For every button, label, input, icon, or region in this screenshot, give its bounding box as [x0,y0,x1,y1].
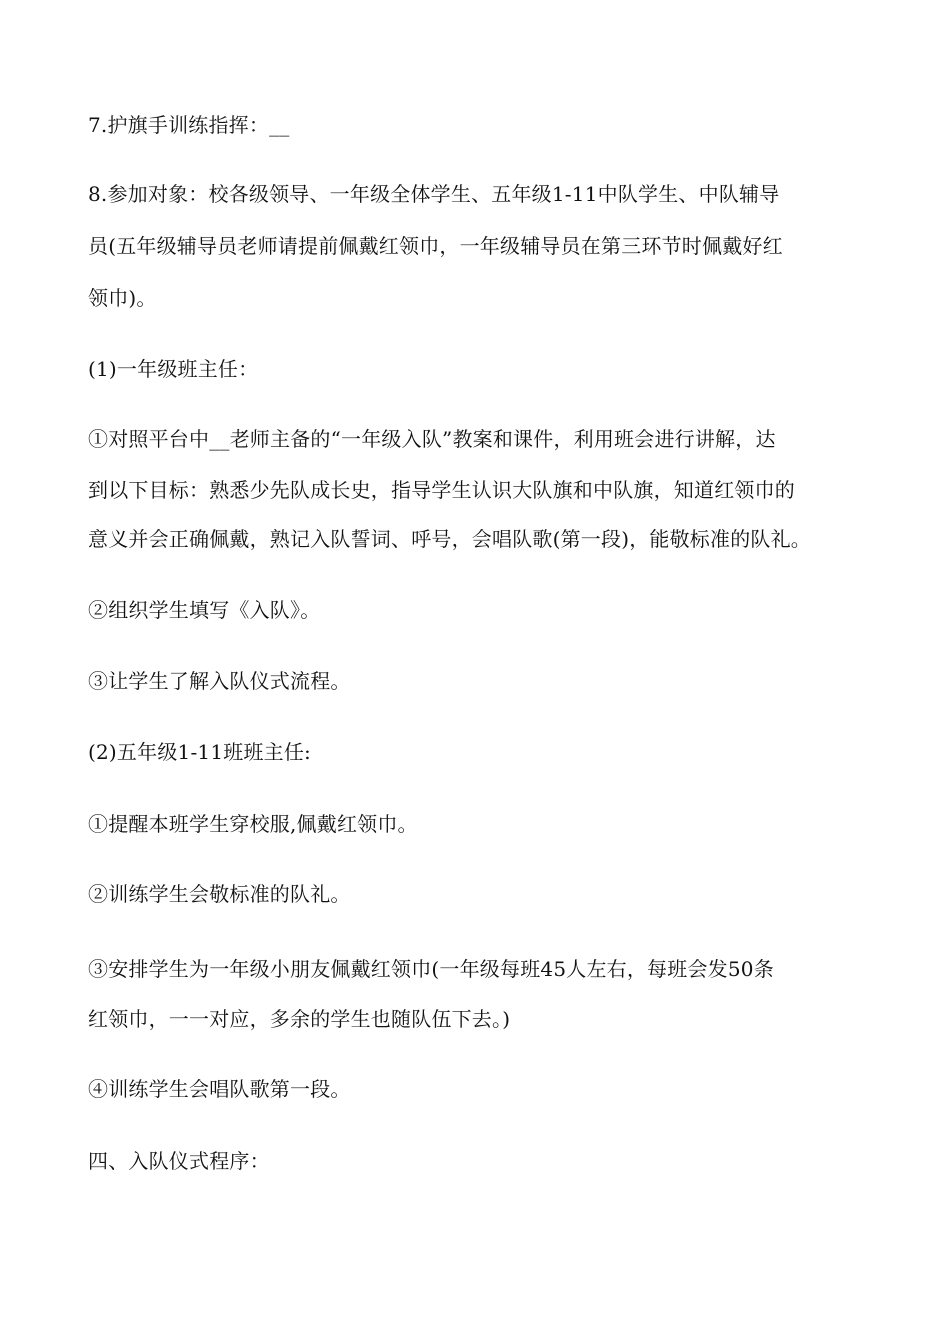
text-line: ③让学生了解入队仪式流程。 [88,669,351,693]
text-line: ②组织学生填写《入队》。 [88,598,321,622]
text-line: ②训练学生会敬标准的队礼。 [88,882,351,906]
text-line: ③安排学生为一年级小朋友佩戴红领巾(一年级每班45人左右，每班会发50条 [88,957,774,981]
text-line: 到以下目标：熟悉少先队成长史，指导学生认识大队旗和中队旗，知道红领巾的 [88,478,795,502]
section-heading: 四、入队仪式程序： [88,1149,270,1173]
text-line: 7.护旗手训练指挥：__ [88,113,290,137]
text-line: 意义并会正确佩戴，熟记入队誓词、呼号，会唱队歌(第一段)，能敬标准的队礼。 [88,527,812,551]
text-line: (2)五年级1-11班班主任: [88,740,311,764]
text-line: ①对照平台中__老师主备的“一年级入队”教案和课件，利用班会进行讲解，达 [88,427,776,451]
text-line: 红领巾，一一对应，多余的学生也随队伍下去。) [88,1007,511,1031]
text-line: (1)一年级班主任： [88,357,259,381]
text-line: ①提醒本班学生穿校服,佩戴红领巾。 [88,812,418,836]
text-line: 8.参加对象：校各级领导、一年级全体学生、五年级1-11中队学生、中队辅导 [88,182,780,206]
text-line: 领巾)。 [88,286,157,310]
text-line: ④训练学生会唱队歌第一段。 [88,1077,351,1101]
text-line: 员(五年级辅导员老师请提前佩戴红领巾，一年级辅导员在第三环节时佩戴好红 [88,234,783,258]
